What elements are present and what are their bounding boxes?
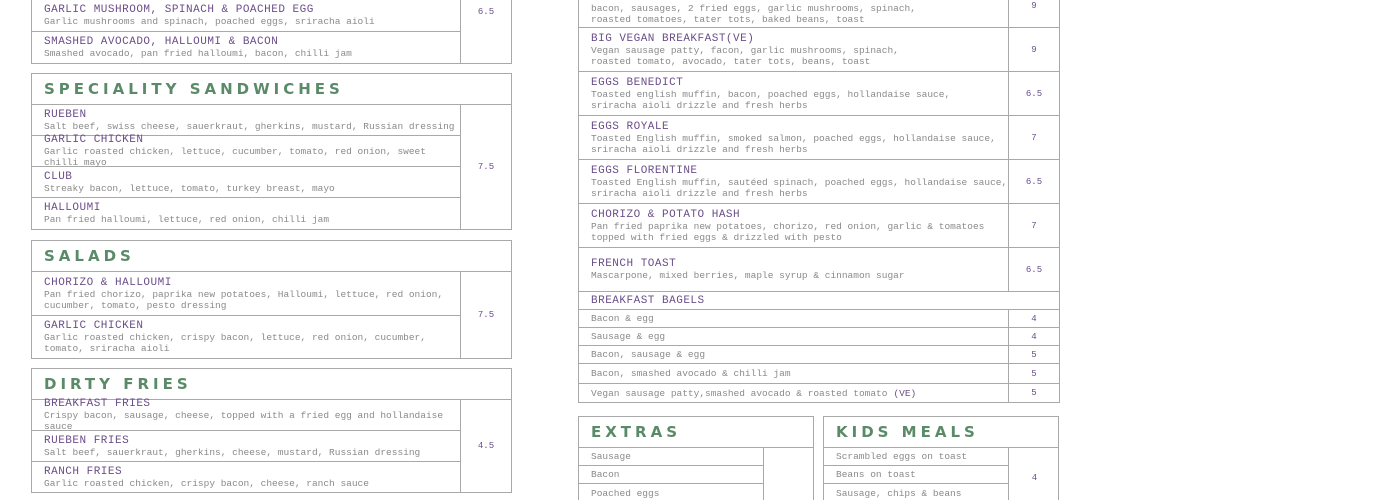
menu-item <box>579 248 1059 292</box>
price-value: 6.5 <box>1025 264 1043 275</box>
menu-item <box>579 72 1059 116</box>
price-value: 6.5 <box>477 7 495 17</box>
section-title: SPECIALITY SANDWICHES <box>44 80 344 98</box>
price-value: 9 <box>1031 1 1037 11</box>
breakfast-menu-table <box>578 0 1060 403</box>
menu-item <box>579 116 1059 160</box>
item-name: EGGS ROYALE <box>591 120 670 133</box>
item-list <box>32 272 460 358</box>
price <box>460 400 511 492</box>
item-cell <box>579 364 1008 383</box>
item-name: HALLOUMI <box>44 202 101 214</box>
item-description: roasted tomato, avocado, tater tots, beans, toast <box>591 55 871 67</box>
price-value: 4.5 <box>477 441 495 451</box>
column-divider <box>763 448 764 500</box>
menu-item <box>579 160 1059 204</box>
item-label: Beans on toast <box>836 469 916 480</box>
item-description: roasted tomatoes, tater tots, baked beans, toast <box>591 13 865 25</box>
item-name: GARLIC CHICKEN <box>44 320 144 332</box>
section-title: SALADS <box>44 247 135 265</box>
menu-item <box>32 431 460 462</box>
item-cell <box>579 72 1008 115</box>
item-description: Pan fried halloumi, lettuce, red onion, chilli jam <box>44 214 330 225</box>
item-name: BREAKFAST FRIES <box>44 398 151 410</box>
item-cell <box>579 346 1008 363</box>
item-name: GARLIC MUSHROOM, SPINACH & POACHED EGG <box>44 4 314 16</box>
item-cell <box>579 0 1008 27</box>
price-value: 5 <box>1031 368 1037 379</box>
menu-item <box>32 32 460 63</box>
price <box>1008 28 1059 71</box>
item-label: Poached eggs <box>591 487 660 499</box>
item-description: Salt beef, swiss cheese, sauerkraut, gherkins, mustard, Russian dressing <box>44 120 455 132</box>
item-description: Streaky bacon, lettuce, tomato, turkey breast, mayo <box>44 182 335 194</box>
price <box>1008 328 1059 345</box>
item-description: topped with fried eggs & drizzled with pesto <box>591 231 842 243</box>
item-cell <box>579 116 1008 159</box>
item-label: Sausage, chips & beans <box>836 487 962 499</box>
item-name: BIG VEGAN BREAKFAST(VE) <box>591 32 755 45</box>
bagels-header <box>579 292 1059 310</box>
item-description: Garlic roasted chicken, lettuce, cucumber, tomato, red onion, sweet chilli mayo <box>44 146 426 168</box>
item-name: EGGS BENEDICT <box>591 76 684 89</box>
menu-item <box>579 204 1059 248</box>
item-label: Bacon, sausage & egg <box>591 349 706 360</box>
item-description: Pan fried chorizo, paprika new potatoes, Halloumi, lettuce, red onion, <box>44 288 444 300</box>
item-name: CLUB <box>44 170 73 183</box>
bagel-item <box>579 364 1059 384</box>
item-description: tomato, sriracha aioli <box>44 343 170 354</box>
item-label: Sausage & egg <box>591 331 666 342</box>
item-description: sriracha aioli drizzle and fresh herbs <box>591 143 808 155</box>
price <box>1009 448 1060 500</box>
item-description: Vegan sausage patty, facon, garlic mushrooms, spinach, <box>591 44 899 56</box>
item-name: GARLIC CHICKEN <box>44 134 144 146</box>
menu-item <box>579 28 1059 72</box>
price-value: 4 <box>1031 473 1038 483</box>
section-title: KIDS MEALS <box>836 423 979 441</box>
menu-item <box>32 105 460 136</box>
item-description: sriracha aioli drizzle and fresh herbs <box>591 99 808 111</box>
section-header <box>579 417 813 448</box>
menu-item <box>579 0 1059 28</box>
item-description: Toasted English muffin, sautéed spinach, poached eggs, hollandaise sauce, <box>591 176 1008 188</box>
item-name: RUEBEN <box>44 108 87 121</box>
item-label: Vegan sausage patty,smashed avocado & roasted tomato <box>591 387 888 399</box>
extra-item <box>579 466 763 484</box>
price <box>1008 0 1059 27</box>
price-value: 7.5 <box>477 310 495 320</box>
menu-item <box>32 0 460 32</box>
item-description: Smashed avocado, pan fried halloumi, bacon, chilli jam <box>44 48 352 59</box>
item-description: Garlic roasted chicken, crispy bacon, cheese, ranch sauce <box>44 477 369 489</box>
menu-item <box>32 136 460 167</box>
item-description: bacon, sausages, 2 fried eggs, garlic mushrooms, spinach, <box>591 2 916 14</box>
price <box>1008 248 1059 291</box>
extra-item <box>579 448 763 466</box>
item-name: RANCH FRIES <box>44 465 123 478</box>
salads-section <box>31 240 512 359</box>
menu-item <box>32 400 460 431</box>
price-value: 7 <box>1031 220 1037 231</box>
price-value: 5 <box>1031 388 1037 398</box>
bagels-header-cell <box>579 292 1059 309</box>
item-description: Garlic roasted chicken, crispy bacon, lettuce, red onion, cucumber, <box>44 332 426 343</box>
item-label: Scrambled eggs on toast <box>836 451 968 462</box>
kids-item <box>824 484 1008 500</box>
section-header <box>32 74 511 105</box>
kids-meals-section <box>823 416 1059 500</box>
item-name: FRENCH TOAST <box>591 258 677 270</box>
item-description: Crispy bacon, sausage, cheese, topped with a fried egg and hollandaise sauce <box>44 410 444 432</box>
item-label: Sausage <box>591 451 631 462</box>
price <box>1008 72 1059 115</box>
price <box>1008 116 1059 159</box>
price <box>1008 204 1059 247</box>
kids-item <box>824 466 1008 484</box>
item-name: RUEBEN FRIES <box>44 434 130 447</box>
price <box>460 105 511 229</box>
bagel-item <box>579 328 1059 346</box>
kids-item <box>824 448 1008 466</box>
item-cell <box>579 248 1008 291</box>
price-value: 9 <box>1031 44 1037 55</box>
item-description: Pan fried paprika new potatoes, chorizo, red onion, garlic & tomatoes <box>591 220 985 232</box>
speciality-sandwiches-section <box>31 73 512 230</box>
item-name: SMASHED AVOCADO, HALLOUMI & BACON <box>44 36 279 48</box>
item-description: sriracha aioli drizzle and fresh herbs <box>591 187 808 199</box>
item-name: EGGS FLORENTINE <box>591 164 698 177</box>
bagel-item <box>579 346 1059 364</box>
price-value: 4 <box>1031 331 1037 342</box>
item-cell <box>579 204 1008 247</box>
section-title: DIRTY FRIES <box>44 375 192 393</box>
item-list <box>824 448 1008 500</box>
menu-item <box>32 167 460 198</box>
price <box>1008 346 1059 363</box>
dirty-fries-section <box>31 368 512 493</box>
price <box>1008 160 1059 203</box>
item-cell <box>579 310 1008 327</box>
section-header <box>32 369 511 400</box>
item-label: Bacon & egg <box>591 313 654 324</box>
price-value: 7 <box>1031 132 1037 143</box>
price <box>1008 310 1059 327</box>
price <box>1008 384 1059 402</box>
price-value: 5 <box>1031 349 1037 360</box>
item-list <box>32 105 460 229</box>
bagel-item <box>579 384 1059 402</box>
vegan-tag: (VE) <box>893 387 917 399</box>
section-header <box>32 241 511 272</box>
menu-item <box>32 272 460 316</box>
menu-item <box>32 316 460 358</box>
price-value: 7.5 <box>477 162 495 172</box>
breakfast-partial-section <box>31 0 512 64</box>
section-title: BREAKFAST BAGELS <box>591 294 705 307</box>
price <box>1008 364 1059 383</box>
item-cell <box>579 328 1008 345</box>
menu-item <box>32 462 460 492</box>
item-cell <box>579 28 1008 71</box>
item-description: Toasted English muffin, smoked salmon, poached eggs, hollandaise sauce, <box>591 132 996 144</box>
item-name: CHORIZO & HALLOUMI <box>44 276 172 289</box>
extras-section <box>578 416 814 500</box>
item-description: Salt beef, sauerkraut, gherkins, cheese, mustard, Russian dressing <box>44 446 421 458</box>
extra-item <box>579 484 763 500</box>
bagel-item <box>579 310 1059 328</box>
menu-item <box>32 198 460 229</box>
item-label: Bacon, smashed avocado & chilli jam <box>591 368 791 379</box>
section-title: EXTRAS <box>591 423 682 441</box>
item-list <box>579 448 763 500</box>
price-value: 4 <box>1031 313 1037 324</box>
section-header <box>824 417 1058 448</box>
item-list <box>32 400 460 492</box>
item-name: CHORIZO & POTATO HASH <box>591 208 741 221</box>
price-value: 6.5 <box>1025 176 1043 187</box>
item-description: Garlic mushrooms and spinach, poached eggs, sriracha aioli <box>44 16 375 27</box>
item-list <box>32 0 460 63</box>
price <box>460 272 511 358</box>
item-description: Toasted english muffin, bacon, poached eggs, hollandaise sauce, <box>591 88 951 100</box>
item-description: cucumber, tomato, pesto dressing <box>44 299 227 311</box>
price-value: 6.5 <box>1025 88 1043 99</box>
price <box>460 0 511 63</box>
item-description: Mascarpone, mixed berries, maple syrup & cinnamon sugar <box>591 270 905 281</box>
item-label: Bacon <box>591 469 620 480</box>
item-cell <box>579 160 1008 203</box>
item-cell <box>579 384 1008 402</box>
